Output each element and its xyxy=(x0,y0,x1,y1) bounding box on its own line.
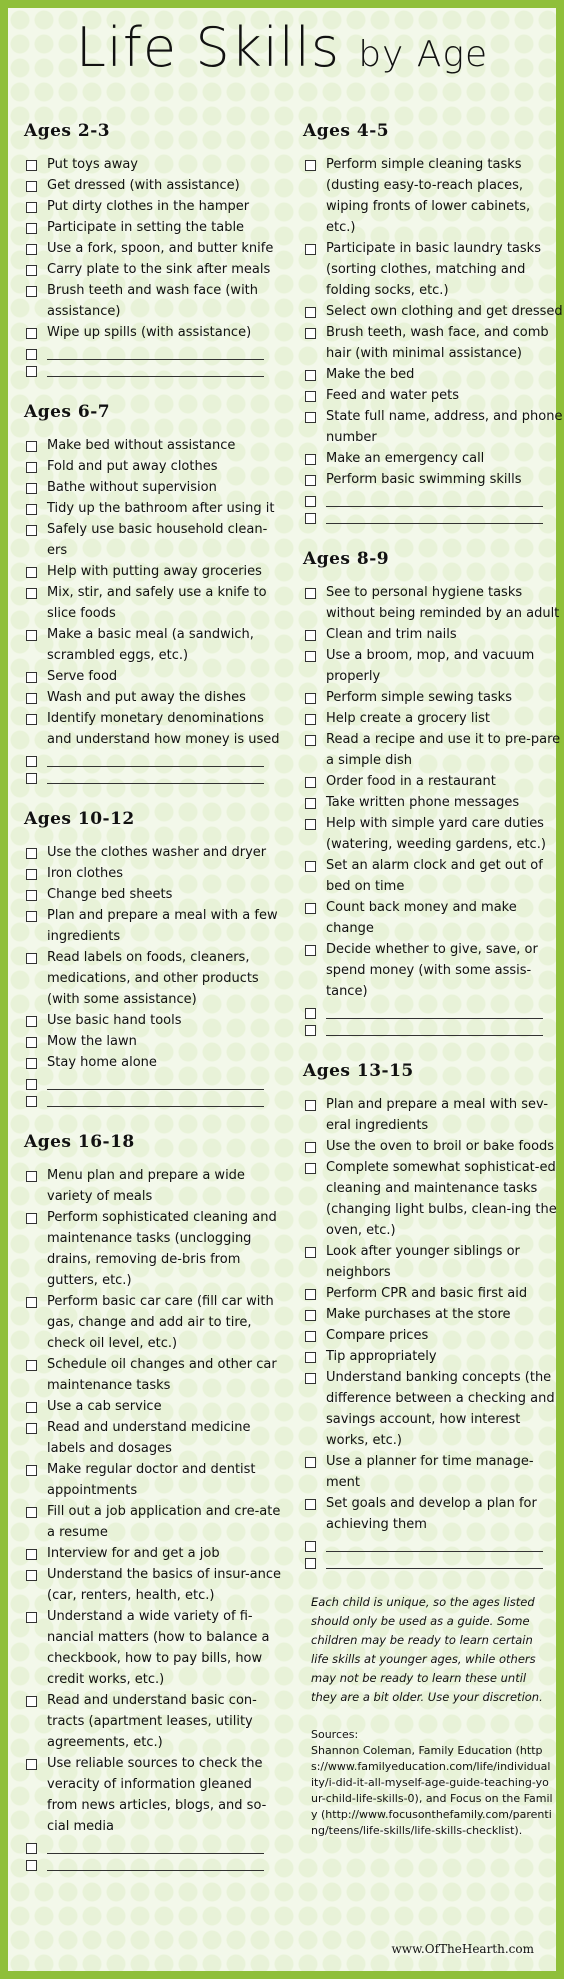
checkbox-icon xyxy=(305,651,316,662)
checkbox-icon xyxy=(26,265,37,276)
item-label: Help with putting away groceries xyxy=(47,564,262,579)
age-section xyxy=(303,120,563,524)
checkbox-icon xyxy=(26,1759,37,1770)
item-label: Tidy up the bathroom after using it xyxy=(47,501,275,516)
checkbox-icon xyxy=(26,1696,37,1707)
checkbox-icon xyxy=(305,1142,316,1153)
checkbox-icon xyxy=(26,588,37,599)
checklist-item xyxy=(303,406,563,448)
checklist-item xyxy=(303,1157,563,1241)
checkbox-icon xyxy=(305,903,316,914)
blank-item xyxy=(303,1002,563,1019)
blank-line xyxy=(47,1073,264,1090)
blank-item xyxy=(24,360,284,377)
item-label: Read labels on foods, cleaners, medications, and other products (with some assistance) xyxy=(47,950,259,1007)
checklist-item xyxy=(24,259,284,280)
item-label: Plan and prepare a meal with a few ingredients xyxy=(47,908,278,944)
blank-line xyxy=(326,507,543,524)
checkbox-icon xyxy=(26,630,37,641)
checkbox-icon xyxy=(26,1843,37,1854)
item-label: Make purchases at the store xyxy=(326,1307,511,1322)
item-label: State full name, address, and phone number xyxy=(326,409,563,445)
checkbox-icon xyxy=(305,693,316,704)
item-label: Understand the basics of insur-ance (car, renters, health, etc.) xyxy=(47,1567,282,1603)
title-main: Life Skills xyxy=(75,16,341,79)
section-heading: Ages 4-5 xyxy=(303,121,390,141)
item-label: Make an emergency call xyxy=(326,451,485,466)
checkbox-icon xyxy=(305,1025,316,1036)
item-label: Use basic hand tools xyxy=(47,1013,182,1028)
checkbox-icon xyxy=(26,1465,37,1476)
section-heading: Ages 8-9 xyxy=(303,549,390,569)
item-label: Wash and put away the dishes xyxy=(47,690,246,705)
item-label: Count back money and make change xyxy=(326,900,517,936)
checklist-item xyxy=(24,624,284,666)
checkbox-icon xyxy=(26,911,37,922)
checkbox-icon xyxy=(26,349,37,360)
item-label: Perform CPR and basic first aid xyxy=(326,1286,528,1301)
checklist-item xyxy=(24,666,284,687)
checklist-item xyxy=(24,217,284,238)
checkbox-icon xyxy=(305,1289,316,1300)
checklist-item xyxy=(303,582,563,624)
checkbox-icon xyxy=(26,1016,37,1027)
checkbox-icon xyxy=(305,714,316,725)
checklist-item xyxy=(24,322,284,343)
blank-item xyxy=(24,750,284,767)
checkbox-icon xyxy=(305,1008,316,1019)
checkbox-icon xyxy=(305,819,316,830)
blank-line xyxy=(326,1002,543,1019)
checkbox-icon xyxy=(26,441,37,452)
checklist-item xyxy=(303,708,563,729)
checkbox-icon xyxy=(26,1402,37,1413)
checkbox-icon xyxy=(305,798,316,809)
checkbox-icon xyxy=(26,1213,37,1224)
checkbox-icon xyxy=(26,714,37,725)
blank-item xyxy=(303,1535,563,1552)
item-label: Change bed sheets xyxy=(47,887,173,902)
checklist-item xyxy=(24,1031,284,1052)
item-label: Iron clothes xyxy=(47,866,124,881)
checklist-item xyxy=(24,1501,284,1543)
checklist-item xyxy=(24,456,284,477)
checklist-item xyxy=(303,1094,563,1136)
age-section xyxy=(24,401,284,784)
checklist-item xyxy=(24,1165,284,1207)
blank-item xyxy=(303,1019,563,1036)
checklist-item xyxy=(303,792,563,813)
checklist-item xyxy=(24,435,284,456)
item-label: Brush teeth, wash face, and comb hair (with minimal assistance) xyxy=(326,325,549,361)
checklist-item xyxy=(24,1052,284,1073)
item-label: Look after younger siblings or neighbors xyxy=(326,1244,520,1280)
checkbox-icon xyxy=(305,861,316,872)
item-label: Feed and water pets xyxy=(326,388,460,403)
item-label: Perform simple cleaning tasks (dusting easy-to-reach places, wiping fronts of lower cabinets, etc.) xyxy=(326,157,531,235)
checkbox-icon xyxy=(26,525,37,536)
checklist-item xyxy=(24,1690,284,1753)
checklist-item xyxy=(303,385,563,406)
blank-line xyxy=(47,343,264,360)
item-label: Put toys away xyxy=(47,157,138,172)
blank-line xyxy=(47,767,264,784)
item-label: Order food in a restaurant xyxy=(326,774,496,789)
checkbox-icon xyxy=(26,160,37,171)
checkbox-icon xyxy=(26,756,37,767)
checklist-item xyxy=(24,842,284,863)
checklist-item xyxy=(303,939,563,1002)
item-label: Wipe up spills (with assistance) xyxy=(47,325,252,340)
checklist-item xyxy=(24,1459,284,1501)
checkbox-icon xyxy=(305,307,316,318)
item-label: Perform basic car care (fill car with gas, change and add air to tire, check oil level, etc.) xyxy=(47,1294,274,1351)
checkbox-icon xyxy=(305,777,316,788)
checklist-item xyxy=(303,1493,563,1535)
checkbox-icon xyxy=(26,567,37,578)
checklist-item xyxy=(303,1241,563,1283)
checkbox-icon xyxy=(26,1423,37,1434)
item-label: Serve food xyxy=(47,669,118,684)
checkbox-icon xyxy=(305,370,316,381)
checklist-item xyxy=(24,196,284,217)
age-section xyxy=(24,120,284,377)
checkbox-icon xyxy=(26,1612,37,1623)
item-label: Help with simple yard care duties (watering, weeding gardens, etc.) xyxy=(326,816,546,852)
blank-item xyxy=(24,1837,284,1854)
age-section xyxy=(303,1060,563,1569)
checklist-item xyxy=(24,498,284,519)
item-label: Take written phone messages xyxy=(326,795,520,810)
item-label: Make bed without assistance xyxy=(47,438,236,453)
checkbox-icon xyxy=(305,1352,316,1363)
checkbox-icon xyxy=(305,1163,316,1174)
checkbox-icon xyxy=(305,160,316,171)
blank-line xyxy=(47,360,264,377)
left-column xyxy=(24,120,284,1895)
checkbox-icon xyxy=(26,1549,37,1560)
checklist-item xyxy=(24,280,284,322)
checkbox-icon xyxy=(26,244,37,255)
checkbox-icon xyxy=(305,513,316,524)
checkbox-icon xyxy=(26,869,37,880)
checkbox-icon xyxy=(305,1499,316,1510)
item-label: Get dressed (with assistance) xyxy=(47,178,240,193)
item-label: Fold and put away clothes xyxy=(47,459,218,474)
checklist-item xyxy=(303,448,563,469)
checklist-item xyxy=(24,1543,284,1564)
checklist-item xyxy=(24,863,284,884)
blank-line xyxy=(326,1019,543,1036)
checklist-item xyxy=(24,519,284,561)
blank-item xyxy=(303,1552,563,1569)
checkbox-icon xyxy=(26,483,37,494)
blank-item xyxy=(303,507,563,524)
item-label: Plan and prepare a meal with sev-eral ingredients xyxy=(326,1097,549,1133)
item-label: Brush teeth and wash face (with assistance) xyxy=(47,283,259,319)
checkbox-icon xyxy=(305,1373,316,1384)
item-label: Interview for and get a job xyxy=(47,1546,220,1561)
item-label: Use a broom, mop, and vacuum properly xyxy=(326,648,535,684)
item-label: Perform sophisticated cleaning and maintenance tasks (unclogging drains, removing de-bris from gutters, etc.) xyxy=(47,1210,277,1288)
item-label: Make the bed xyxy=(326,367,415,382)
item-label: Menu plan and prepare a wide variety of meals xyxy=(47,1168,245,1204)
blank-line xyxy=(47,750,264,767)
checkbox-icon xyxy=(26,1037,37,1048)
checklist-item xyxy=(24,154,284,175)
checkbox-icon xyxy=(26,693,37,704)
checklist-item xyxy=(24,1354,284,1396)
checkbox-icon xyxy=(26,286,37,297)
sources-label: Sources: xyxy=(311,1728,359,1741)
checklist-item xyxy=(303,897,563,939)
checklist-item xyxy=(303,1325,563,1346)
checklist-item xyxy=(24,884,284,905)
checklist-item xyxy=(303,855,563,897)
item-label: Set goals and develop a plan for achieving them xyxy=(326,1496,537,1532)
item-label: Read and understand basic con-tracts (apartment leases, utility agreements, etc.) xyxy=(47,1693,257,1750)
item-label: Tip appropriately xyxy=(326,1349,437,1364)
item-label: Bathe without supervision xyxy=(47,480,217,495)
checklist-item xyxy=(24,561,284,582)
item-label: Make a basic meal (a sandwich, scrambled eggs, etc.) xyxy=(47,627,254,663)
checklist-item xyxy=(24,477,284,498)
checkbox-icon xyxy=(305,735,316,746)
section-heading: Ages 6-7 xyxy=(24,402,111,422)
checkbox-icon xyxy=(26,773,37,784)
age-section xyxy=(24,1131,284,1871)
checklist-item xyxy=(303,1283,563,1304)
checklist-item xyxy=(24,1010,284,1031)
checklist-item xyxy=(303,771,563,792)
checkbox-icon xyxy=(26,223,37,234)
blank-item xyxy=(24,767,284,784)
checklist-item xyxy=(303,624,563,645)
item-label: Read and understand medicine labels and dosages xyxy=(47,1420,251,1456)
checklist-item xyxy=(24,175,284,196)
checklist-item xyxy=(24,1291,284,1354)
section-heading: Ages 10-12 xyxy=(24,809,135,829)
checkbox-icon xyxy=(26,1570,37,1581)
checklist-item xyxy=(24,582,284,624)
checklist-item xyxy=(24,238,284,259)
checklist-item xyxy=(303,364,563,385)
item-label: Mix, stir, and safely use a knife to slice foods xyxy=(47,585,267,621)
checkbox-icon xyxy=(305,1310,316,1321)
checkbox-icon xyxy=(305,496,316,507)
checkbox-icon xyxy=(26,504,37,515)
item-label: Use a fork, spoon, and butter knife xyxy=(47,241,274,256)
checkbox-icon xyxy=(305,1100,316,1111)
item-label: Fill out a job application and cre-ate a resume xyxy=(47,1504,281,1540)
blank-item xyxy=(24,1090,284,1107)
item-label: Put dirty clothes in the hamper xyxy=(47,199,250,214)
checklist-item xyxy=(303,813,563,855)
item-label: Mow the lawn xyxy=(47,1034,137,1049)
checkbox-icon xyxy=(305,945,316,956)
right-column xyxy=(303,120,563,1839)
checklist-item xyxy=(303,322,563,364)
blank-item xyxy=(24,1854,284,1871)
checklist-item xyxy=(24,905,284,947)
age-section xyxy=(303,548,563,1036)
item-label: See to personal hygiene tasks without being reminded by an adult xyxy=(326,585,560,621)
item-label: Help create a grocery list xyxy=(326,711,490,726)
checkbox-icon xyxy=(305,328,316,339)
item-label: Understand a wide variety of fi-nancial matters (how to balance a checkbook, how to pay bills, how credit works, etc.) xyxy=(47,1609,270,1687)
checkbox-icon xyxy=(26,672,37,683)
item-label: Perform basic swimming skills xyxy=(326,472,522,487)
checklist-item xyxy=(303,1451,563,1493)
checkbox-icon xyxy=(305,1457,316,1468)
checkbox-icon xyxy=(26,1507,37,1518)
checklist-item xyxy=(24,1207,284,1291)
section-heading: Ages 16-18 xyxy=(24,1132,135,1152)
blank-line xyxy=(47,1837,264,1854)
checklist-item xyxy=(303,729,563,771)
section-heading: Ages 13-15 xyxy=(303,1061,414,1081)
item-label: Complete somewhat sophisticat-ed cleaning and maintenance tasks (changing light bulbs, clean-ing the oven, etc.) xyxy=(326,1160,557,1238)
section-heading: Ages 2-3 xyxy=(24,121,111,141)
page-title xyxy=(0,16,564,79)
checkbox-icon xyxy=(305,454,316,465)
checkbox-icon xyxy=(305,630,316,641)
right-sections xyxy=(303,120,563,1569)
checklist-item xyxy=(24,1606,284,1690)
blank-line xyxy=(326,1535,543,1552)
age-section xyxy=(24,808,284,1107)
blank-item xyxy=(303,490,563,507)
checkbox-icon xyxy=(26,181,37,192)
item-label: Read a recipe and use it to pre-pare a simple dish xyxy=(326,732,561,768)
checkbox-icon xyxy=(305,412,316,423)
item-label: Use a planner for time manage-ment xyxy=(326,1454,534,1490)
checkbox-icon xyxy=(305,1247,316,1258)
checkbox-icon xyxy=(26,366,37,377)
checkbox-icon xyxy=(305,244,316,255)
blank-line xyxy=(47,1854,264,1871)
disclaimer-note: Each child is unique, so the ages listed should only be used as a guide. Some children may be ready to learn certain life skills at younger ages, while others may not be ready to learn these until they are a bit older. Use your discretion. xyxy=(311,1595,543,1704)
blank-line xyxy=(326,1552,543,1569)
checklist-item xyxy=(303,301,563,322)
checkbox-icon xyxy=(305,475,316,486)
item-label: Use the clothes washer and dryer xyxy=(47,845,267,860)
checklist-item xyxy=(24,708,284,750)
item-label: Decide whether to give, save, or spend money (with some assis-tance) xyxy=(326,942,538,999)
checklist-item xyxy=(24,1753,284,1837)
checkbox-icon xyxy=(26,1171,37,1182)
checkbox-icon xyxy=(305,1331,316,1342)
checkbox-icon xyxy=(26,1096,37,1107)
checkbox-icon xyxy=(26,1360,37,1371)
checkbox-icon xyxy=(26,848,37,859)
checklist-item xyxy=(303,687,563,708)
item-label: Set an alarm clock and get out of bed on time xyxy=(326,858,543,894)
checkbox-icon xyxy=(26,1860,37,1871)
item-label: Participate in setting the table xyxy=(47,220,245,235)
item-label: Perform simple sewing tasks xyxy=(326,690,512,705)
item-label: Use a cab service xyxy=(47,1399,162,1414)
item-label: Clean and trim nails xyxy=(326,627,457,642)
blank-line xyxy=(47,1090,264,1107)
website-url: www.OfTheHearth.com xyxy=(391,1942,534,1956)
blank-item xyxy=(24,343,284,360)
item-label: Identify monetary denominations and understand how money is used xyxy=(47,711,280,747)
item-label: Carry plate to the sink after meals xyxy=(47,262,271,277)
checklist-item xyxy=(303,1136,563,1157)
item-label: Make regular doctor and dentist appointments xyxy=(47,1462,256,1498)
checklist-item xyxy=(303,469,563,490)
sources-text: Shannon Coleman, Family Education (https://www.familyeducation.com/life/individuality/i-did-it-all-myself-age-guide-teaching-your-child-life-skills-0), and Focus on the Family (http://www.focusonthefamily.com/parenting/teens/life-skills/life-skills-checklist). xyxy=(311,1744,553,1837)
checklist-item xyxy=(24,1396,284,1417)
checklist-item xyxy=(303,1367,563,1451)
checkbox-icon xyxy=(26,328,37,339)
item-label: Compare prices xyxy=(326,1328,429,1343)
blank-item xyxy=(24,1073,284,1090)
item-label: Use reliable sources to check the veracity of information gleaned from news articles, blogs, and so-cial media xyxy=(47,1756,267,1834)
checkbox-icon xyxy=(305,391,316,402)
item-label: Select own clothing and get dressed xyxy=(326,304,563,319)
item-label: Stay home alone xyxy=(47,1055,157,1070)
checkbox-icon xyxy=(26,1079,37,1090)
checkbox-icon xyxy=(26,1297,37,1308)
checklist-item xyxy=(303,238,563,301)
checklist-item xyxy=(24,1417,284,1459)
checklist-item xyxy=(24,947,284,1010)
item-label: Safely use basic household clean-ers xyxy=(47,522,268,558)
checklist-item xyxy=(303,1346,563,1367)
checkbox-icon xyxy=(305,1541,316,1552)
checkbox-icon xyxy=(26,953,37,964)
checkbox-icon xyxy=(305,588,316,599)
checkbox-icon xyxy=(26,890,37,901)
checkbox-icon xyxy=(26,202,37,213)
checklist-item xyxy=(24,687,284,708)
checklist-item xyxy=(24,1564,284,1606)
checkbox-icon xyxy=(26,1058,37,1069)
checklist-item xyxy=(303,645,563,687)
item-label: Schedule oil changes and other car maintenance tasks xyxy=(47,1357,277,1393)
item-label: Use the oven to broil or bake foods xyxy=(326,1139,555,1154)
checklist-item xyxy=(303,154,563,238)
item-label: Participate in basic laundry tasks (sorting clothes, matching and folding socks, etc.) xyxy=(326,241,541,298)
sources-block xyxy=(311,1727,553,1839)
checkbox-icon xyxy=(26,462,37,473)
title-small: by Age xyxy=(358,34,489,75)
blank-line xyxy=(326,490,543,507)
item-label: Understand banking concepts (the difference between a checking and savings account, how interest works, etc.) xyxy=(326,1370,555,1448)
checkbox-icon xyxy=(305,1558,316,1569)
checklist-item xyxy=(303,1304,563,1325)
